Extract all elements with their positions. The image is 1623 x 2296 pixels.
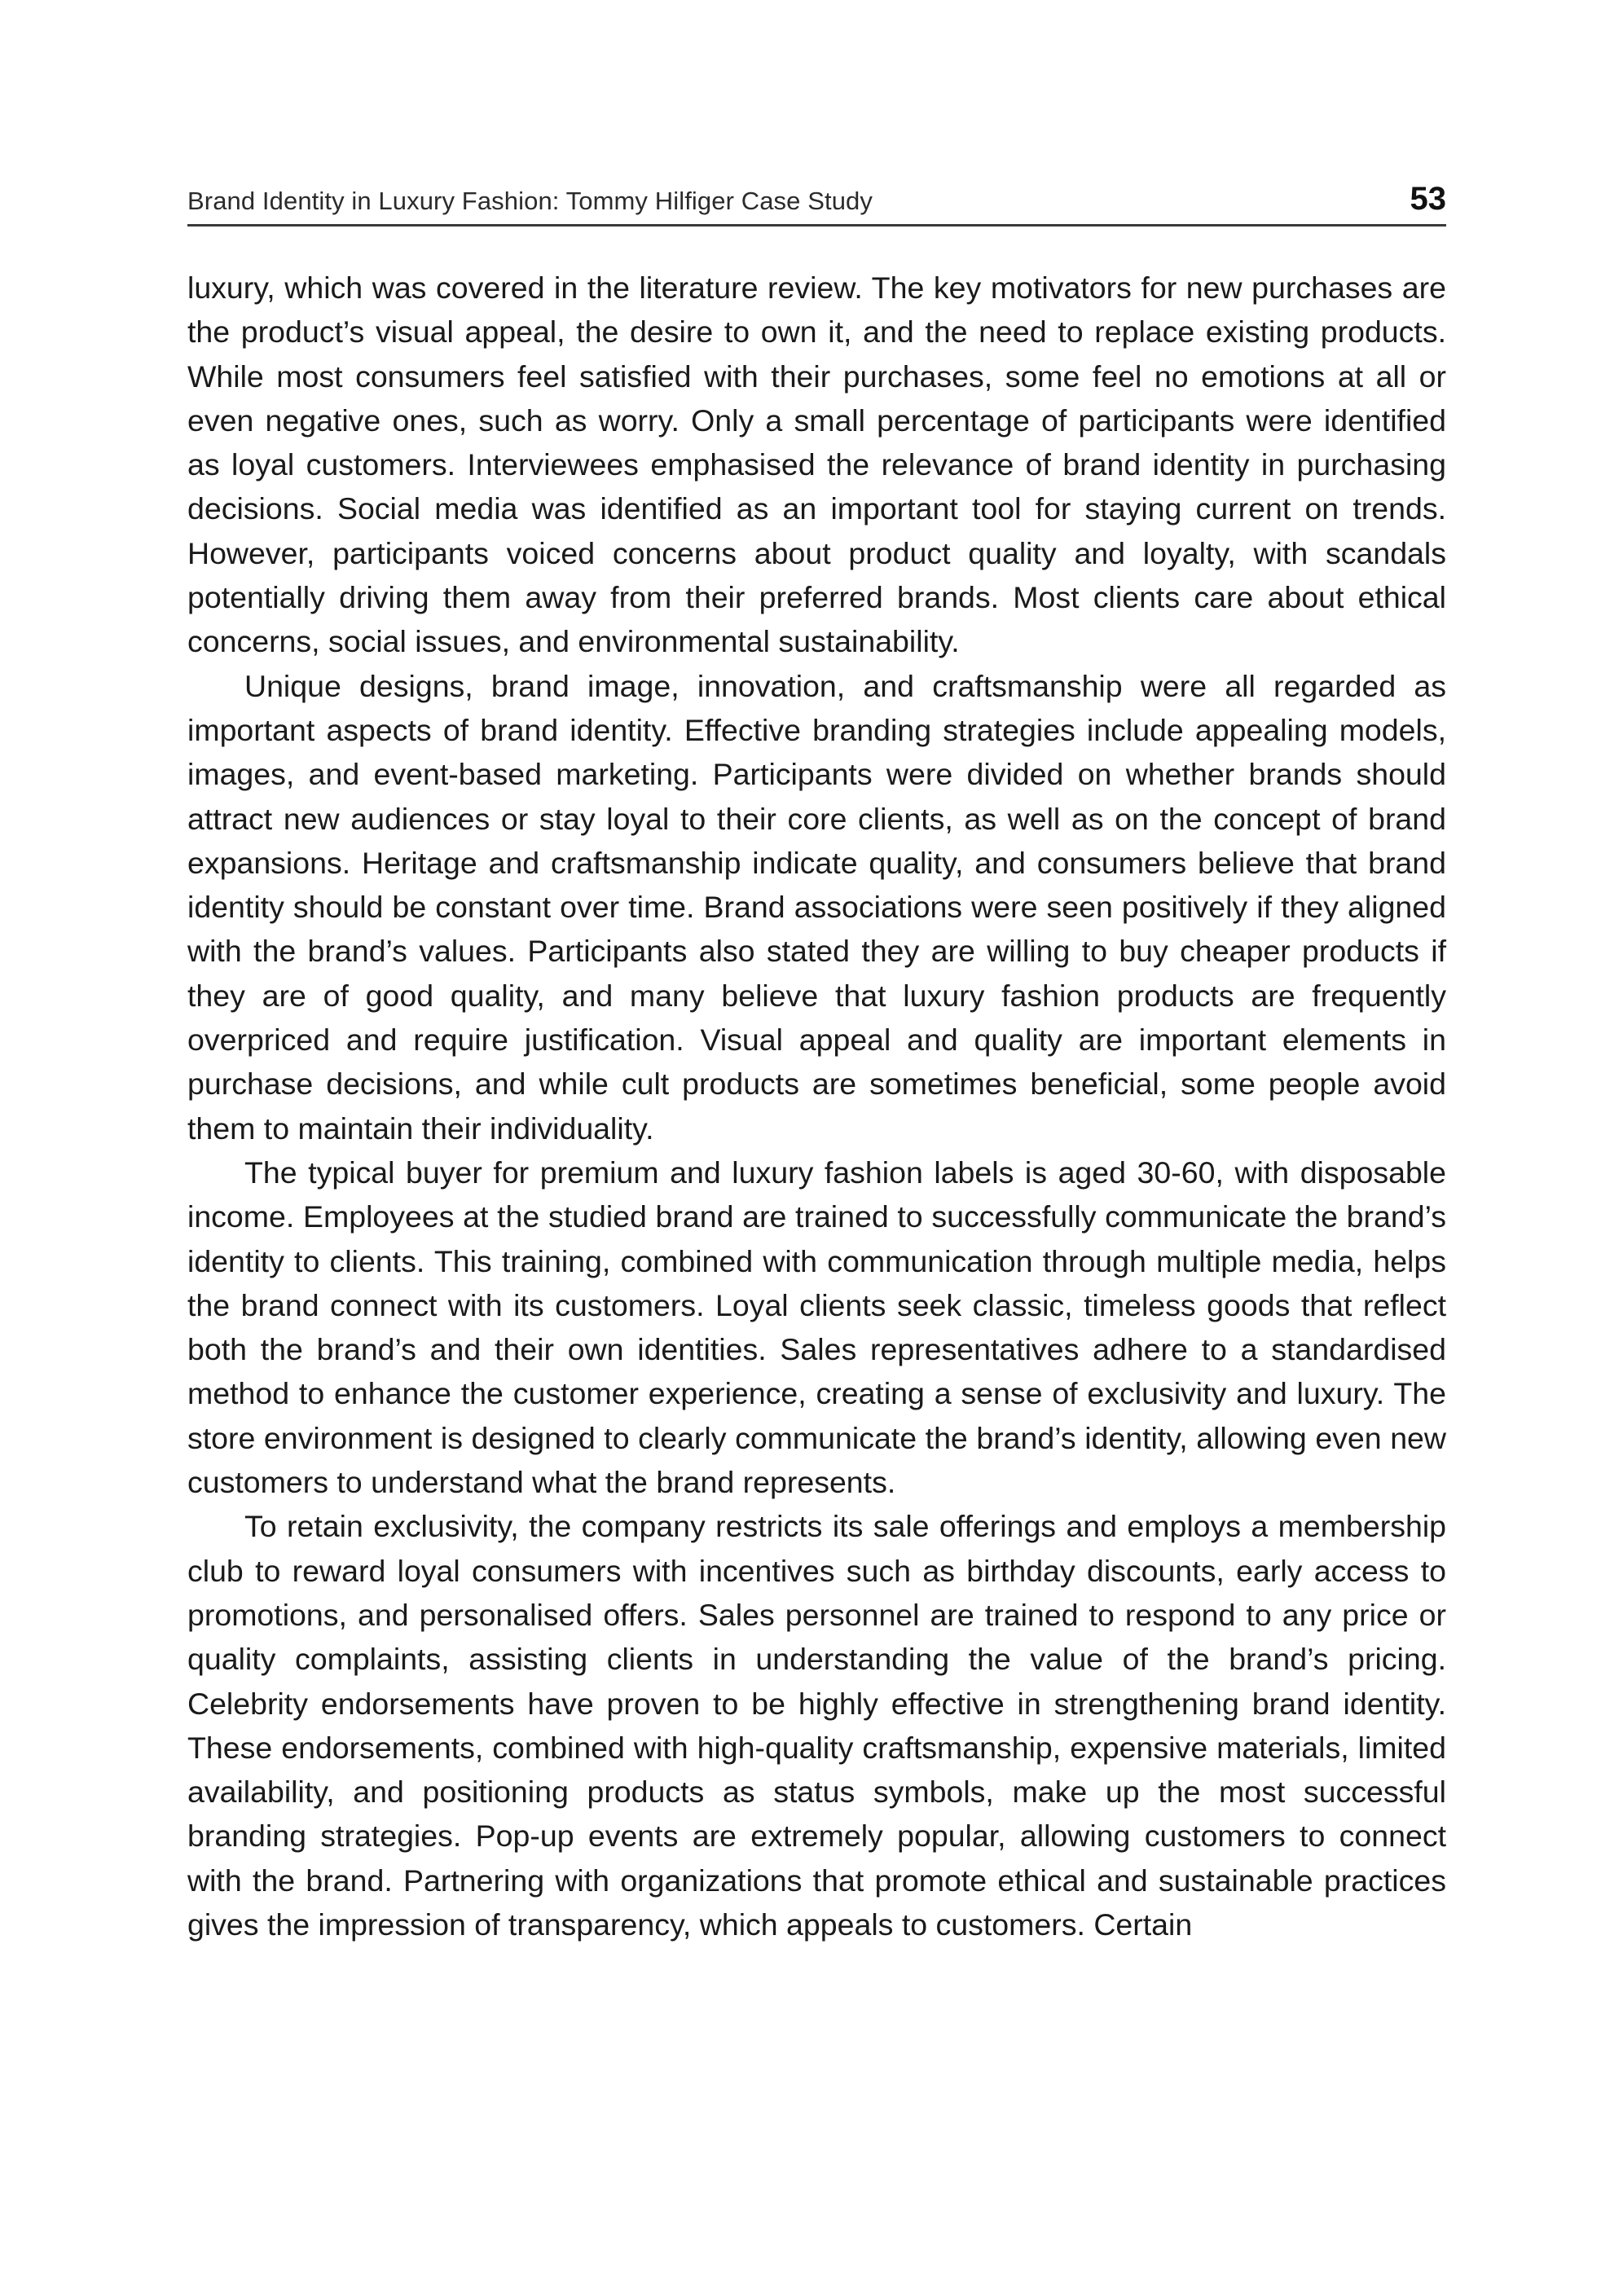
running-header — [187, 178, 1446, 227]
page-number: 53 — [1410, 181, 1446, 217]
paragraph-3: The typical buyer for premium and luxury fashion labels is aged 30-60, with disposable income. Employees at the studied brand are trained to successfully communicate the brand’s identity to clients. This training, combined with communication through multiple media, helps the brand connect with its customers. Loyal clients seek classic, timeless goods that reflect both the brand’s and their own identities. Sales representatives adhere to a standardised method to enhance the customer experience, creating a sense of exclusivity and luxury. The store environment is designed to clearly communicate the brand’s identity, allowing even new customers to understand what the brand represents. — [187, 1155, 1446, 1500]
paragraph-1: luxury, which was covered in the literature review. The key motivators for new purchases are the product’s visual appeal, the desire to own it, and the need to replace existing products. While most consumers feel satisfied with their purchases, some feel no emotions at all or even negative ones, such as worry. Only a small percentage of participants were identified as loyal customers. Interviewees emphasised the relevance of brand identity in purchasing decisions. Social media was identified as an important tool for staying current on trends. However, participants voiced concerns about product quality and loyalty, with scandals potentially driving them away from their preferred brands. Most clients care about ethical concerns, social issues, and environmental sustainability. — [187, 271, 1446, 659]
paragraph-4: To retain exclusivity, the company restricts its sale offerings and employs a membership club to reward loyal consumers with incentives such as birthday discounts, early access to promotions, and personalised offers. Sales personnel are trained to respond to any price or quality complaints, assisting clients in understanding the value of the brand’s pricing. Celebrity endorsements have proven to be highly effective in strengthening brand identity. These endorsements, combined with high-quality craftsmanship, expensive materials, limited availability, and positioning products as status symbols, make up the most successful branding strategies. Pop-up events are extremely popular, allowing customers to connect with the brand. Partnering with organizations that promote ethical and sustainable practices gives the impression of transparency, which appeals to customers. Certain — [187, 1509, 1446, 1942]
running-title: Brand Identity in Luxury Fashion: Tommy Hilfiger Case Study — [187, 187, 873, 215]
paragraph-2: Unique designs, brand image, innovation, and craftsmanship were all regarded as important aspects of brand identity. Effective branding strategies include appealing models, images, and event-based marketing. Participants were divided on whether brands should attract new audiences or stay loyal to their core clients, as well as on the concept of brand expansions. Heritage and craftsmanship indicate quality, and consumers believe that brand identity should be constant over time. Brand associations were seen positively if they aligned with the brand’s values. Participants also stated they are willing to buy cheaper products if they are of good quality, and many believe that luxury fashion products are frequently overpriced and require justification. Visual appeal and quality are important elements in purchase decisions, and while cult products are sometimes beneficial, some people avoid them to maintain their individuality. — [187, 668, 1446, 1146]
body-text — [187, 266, 1446, 1946]
